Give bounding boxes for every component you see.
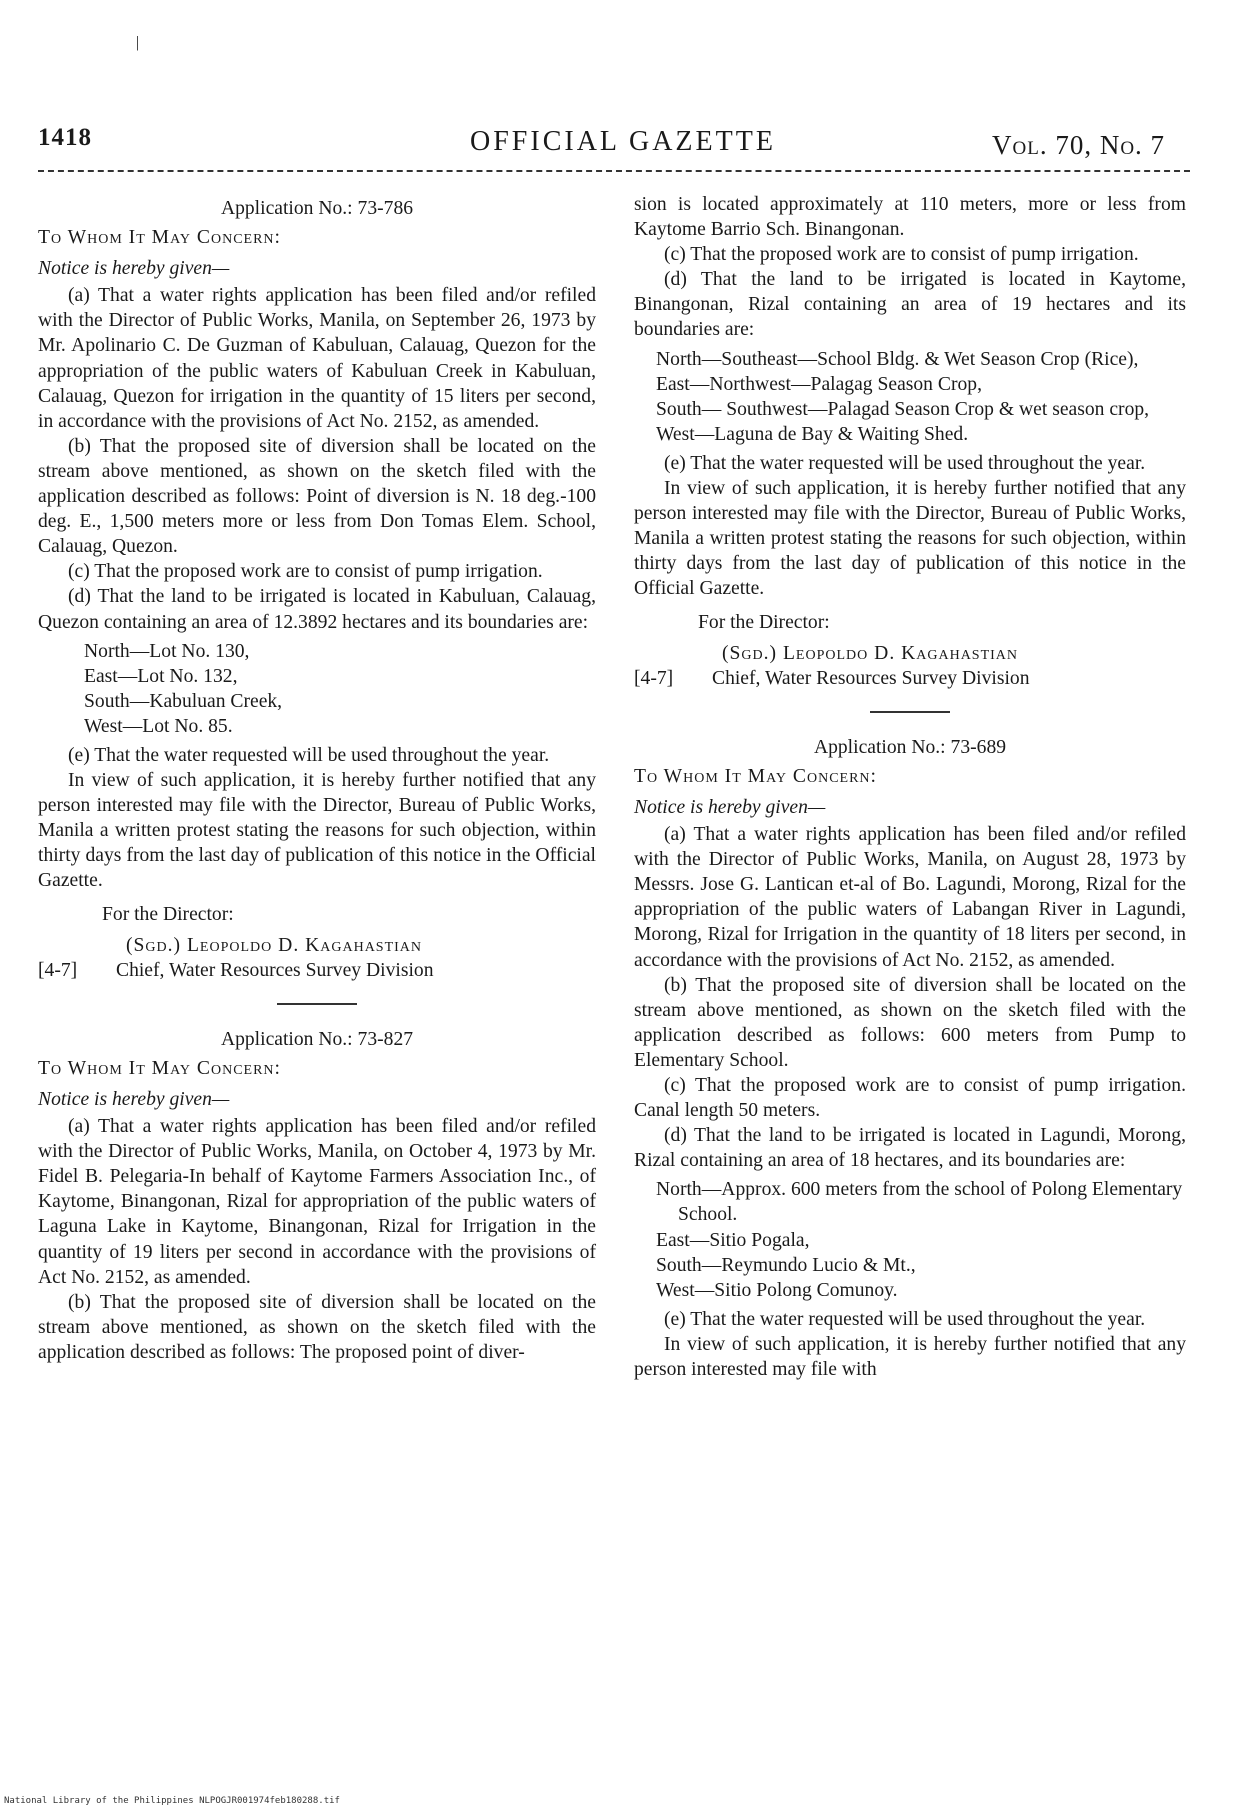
left-column [38, 192, 596, 1365]
paragraph-d: (d) That the land to be irrigated is located in Kabuluan, Calauag, Quezon containing an area of 12.3892 hectares and its boundaries are: [38, 586, 596, 633]
signature-block [38, 933, 596, 983]
boundary-west: West—Laguna de Bay & Waiting Shed. [656, 423, 969, 445]
paragraph-a: (a) That a water rights application has been filed and/or refiled with the Director of Public Works, Manila, on September 26, 1973 by Mr. Apolinario C. De Guzman of Kabuluan, Calauag, Quezon for the appropriation of the public waters of Kabuluan Creek in Kabuluan, Calauag, Quezon for irrigation in the quantity of 15 liters per second, in accordance with the provisions of Act No. 2152, as amended. [38, 285, 596, 432]
for-the-director: For the Director: [102, 903, 234, 925]
paragraph-e: (e) That the water requested will be used throughout the year. [664, 1308, 1146, 1330]
page-number: 1418 [38, 124, 92, 151]
issue-code: [4-7] [634, 667, 674, 689]
salutation: To Whom It May Concern: [38, 1057, 281, 1079]
section-divider [870, 711, 950, 713]
scan-footer: National Library of the Philippines NLPOGJR001974feb180288.tif [4, 1796, 340, 1806]
notice-heading: Notice is hereby given— [38, 1089, 230, 1110]
notice-heading: Notice is hereby given— [38, 258, 230, 280]
paragraph-a: (a) That a water rights application has been filed and/or refiled with the Director of Public Works, Manila, on October 4, 1973 by Mr. Fidel B. Pelegaria-In behalf of Kaytome Farmers Association Inc., of Kaytome, Binangonan, Rizal for appropriation of the public waters of Laguna Lake in Kaytome, Binangonan, Rizal for Irrigation in the quantity of 19 liters per second in accordance with the provisions of Act No. 2152, as amended. [38, 1116, 596, 1288]
paragraph-c: (c) That the proposed work are to consist of pump irrigation. Canal length 50 meters. [634, 1075, 1186, 1122]
salutation: To Whom It May Concern: [634, 765, 877, 787]
paragraph-d: (d) That the land to be irrigated is located in Kaytome, Binangonan, Rizal containing an area of 19 hectares and its boundaries are: [634, 269, 1186, 341]
boundary-west: West—Lot No. 85. [84, 715, 233, 737]
paragraph-e: (e) That the water requested will be used throughout the year. [664, 452, 1146, 474]
section-divider [277, 1003, 357, 1005]
signatory-position: Chief, Water Resources Survey Division [116, 959, 434, 981]
application-title: Application No.: 73-786 [220, 198, 414, 219]
paragraph-b-continued: sion is located approximately at 110 meters, more or less from Kaytome Barrio Sch. Binangonan. [634, 194, 1186, 241]
boundaries-list [38, 639, 596, 739]
boundary-north: North—Approx. 600 meters from the school of Polong Elementary School. [656, 1179, 1183, 1226]
volume-number: Vol. 70, No. 7 [992, 130, 1166, 160]
paragraph-e: (e) That the water requested will be used throughout the year. [68, 744, 550, 766]
boundary-west: West—Sitio Polong Comunoy. [656, 1279, 898, 1301]
signature-block [634, 641, 1186, 691]
for-the-director: For the Director: [698, 611, 830, 633]
boundary-south: South—Kabuluan Creek, [84, 690, 283, 712]
boundary-east: East—Lot No. 132, [84, 665, 238, 687]
gazette-title: OFFICIAL GAZETTE [470, 126, 776, 157]
paragraph-c: (c) That the proposed work are to consist of pump irrigation. [68, 561, 543, 583]
signatory-name: (Sgd.) Leopoldo D. Kagahastian [722, 642, 1019, 664]
boundaries-list [634, 1177, 1186, 1302]
paragraph-a: (a) That a water rights application has been filed and/or refiled with the Director of Public Works, Manila, on August 28, 1973 by Messrs. Jose G. Lantican et-al of Bo. Lagundi, Morong, Rizal for the appropriation of the public waters of Labangan River in Lagundi, Morong, Rizal for Irrigation in the quantity of 18 liters per second, in accordance with the provisions of Act No. 2152, as amended. [634, 824, 1186, 971]
notice-heading: Notice is hereby given— [634, 796, 826, 818]
boundary-north: North—Lot No. 130, [84, 640, 250, 662]
boundary-north: North—Southeast—School Bldg. & Wet Season Crop (Rice), [656, 348, 1139, 370]
boundary-east: East—Northwest—Palagag Season Crop, [656, 373, 982, 395]
signatory-position: Chief, Water Resources Survey Division [712, 667, 1030, 689]
protest-notice: In view of such application, it is hereby further notified that any person interested may file with [634, 1333, 1186, 1381]
issue-code: [4-7] [38, 959, 78, 981]
paragraph-b: (b) That the proposed site of diversion shall be located on the stream above mentioned, as shown on the sketch filed with the application described as follows: The proposed point of diver- [38, 1291, 596, 1363]
application-title: Application No.: 73-827 [220, 1028, 414, 1050]
paragraph-b: (b) That the proposed site of diversion shall be located on the stream above mentioned, as shown on the sketch filed with the application described as follows: 600 meters from Pump to Elementary School. [634, 974, 1186, 1071]
protest-notice: In view of such application, it is hereby further notified that any person interested may file with the Director, Bureau of Public Works, Manila a written protest stating the reasons for such objection, within thirty days from the last day of publication of this notice in the Official Gazette. [38, 770, 596, 892]
signatory-name: (Sgd.) Leopoldo D. Kagahastian [126, 934, 423, 956]
paragraph-b: (b) That the proposed site of diversion shall be located on the stream above mentioned, as shown on the sketch filed with the application described as follows: Point of diversion is N. 18 deg.-100 deg. E., 1,500 meters more or less from Don Tomas Elem. School, Calauag, Quezon. [38, 435, 596, 558]
boundary-east: East—Sitio Pogala, [656, 1229, 810, 1251]
paragraph-d: (d) That the land to be irrigated is located in Lagundi, Morong, Rizal containing an area of 18 hectares, and its boundaries are: [634, 1125, 1186, 1172]
right-column [634, 192, 1186, 1382]
boundary-south: South— Southwest—Palagad Season Crop & wet season crop, [656, 398, 1150, 420]
protest-notice: In view of such application, it is hereby further notified that any person interested may file with the Director, Bureau of Public Works, Manila a written protest stating the reasons for such objection, within thirty days from the last day of publication of this notice in the Official Gazette. [634, 478, 1186, 600]
application-title: Application No.: 73-689 [813, 736, 1007, 758]
salutation: To Whom It May Concern: [38, 227, 281, 249]
boundaries-list [634, 347, 1186, 447]
margin-mark: | [136, 34, 140, 51]
boundary-south: South—Reymundo Lucio & Mt., [656, 1254, 916, 1276]
header-rule [38, 170, 1190, 172]
paragraph-c: (c) That the proposed work are to consist of pump irrigation. [664, 244, 1139, 266]
